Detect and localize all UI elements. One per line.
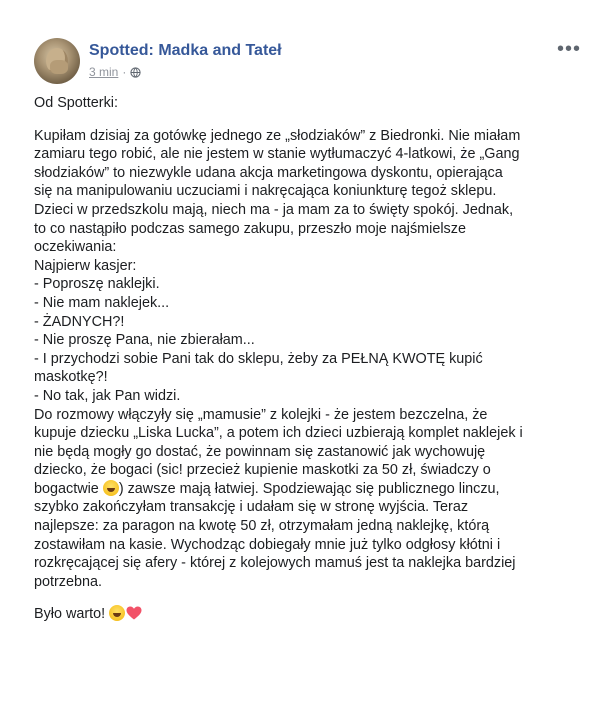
post-line: szybko zakończyłam transakcję i udałam się w stronę wyjścia. Teraz <box>34 499 469 516</box>
post-text-fragment: ) zawsze mają łatwiej. Spodziewając się publicznego linczu, <box>118 480 500 497</box>
post-greeting: Od Spotterki: <box>34 95 118 111</box>
post-line: Do rozmowy włączyły się „mamusie” z kolejki - że jestem bezczelna, że <box>34 406 488 423</box>
post-line: - Nie mam naklejek... <box>34 294 170 311</box>
ellipsis-icon[interactable]: ••• <box>557 38 582 60</box>
post-line: Dzieci w przedszkolu mają, niech ma - ja mam za to święty spokój. Jednak, <box>34 201 514 218</box>
post-closing <box>34 605 594 624</box>
page-avatar[interactable] <box>34 38 80 84</box>
globe-icon <box>130 67 141 78</box>
post-timestamp[interactable]: 3 min <box>89 65 119 79</box>
post-line: najlepsze: za paragon na kwotę 50 zł, otrzymałam jedną naklejkę, którą <box>34 518 490 535</box>
post-line: rozkręcającej się afery - której z kolejowych mamuś jest ta naklejka bardziej <box>34 555 516 572</box>
post-header <box>34 38 600 94</box>
post-line: Kupiłam dzisiaj za gotówkę jednego ze „słodziaków” z Biedronki. Nie miałam <box>34 127 521 144</box>
paragraph-gap <box>34 113 594 127</box>
post-line: oczekiwania: <box>34 239 117 256</box>
closing-text: Było warto! <box>34 606 110 623</box>
post-meta <box>89 65 141 79</box>
post-text-fragment: bogactwie <box>34 480 103 497</box>
post-line: - I przychodzi sobie Pani tak do sklepu, żeby za PEŁNĄ KWOTĘ kupić <box>34 350 483 367</box>
post-body <box>34 94 594 624</box>
post-line: to co nastąpiło podczas samego zakupu, przeszło moje najśmielsze <box>34 220 466 237</box>
post-line: - Poproszę naklejki. <box>34 276 160 293</box>
post-line: Najpierw kasjer: <box>34 257 137 274</box>
post-line: maskotkę?! <box>34 369 108 386</box>
post-line: potrzebna. <box>34 573 103 590</box>
post-line: kupuje dziecku „Liska Lucka”, a potem ich dzieci uzbierają komplet naklejek i <box>34 425 523 442</box>
page-name-link[interactable]: Spotted: Madka and Tateł <box>89 42 282 59</box>
post-line: zamiaru tego robić, ale nie jestem w stanie wytłumaczyć 4-latkowi, że „Gang <box>34 146 520 163</box>
post-line: - Nie proszę Pana, nie zbierałam... <box>34 332 255 349</box>
paragraph-gap <box>34 591 594 605</box>
post-line: - No tak, jak Pan widzi. <box>34 387 181 404</box>
laughing-emoji-icon <box>103 480 119 496</box>
meta-separator: · <box>122 65 127 79</box>
heart-icon <box>126 606 142 620</box>
post-line: nie będą mogły go dostać, że powinnam się zastanowić jak wychowuję <box>34 443 486 460</box>
post-line: się na manipulowaniu uczuciami i nakręcająca koniunkturę tegoż sklepu. <box>34 183 497 200</box>
laughing-emoji-icon <box>109 605 125 621</box>
post-line: słodziaków” to niezwykle udana akcja marketingowa dyskontu, opierająca <box>34 164 503 181</box>
post-line: - ŻADNYCH?! <box>34 313 125 330</box>
post-line: zostawiłam na kasie. Wychodząc dobiegały mnie już tylko odgłosy kłótni i <box>34 536 501 553</box>
post-line-with-emoji <box>34 480 594 499</box>
avatar-hand <box>50 60 68 74</box>
post-line: dziecko, że bogaci (sic! przecież kupienie maskotki za 50 zł, świadczy o <box>34 462 491 479</box>
